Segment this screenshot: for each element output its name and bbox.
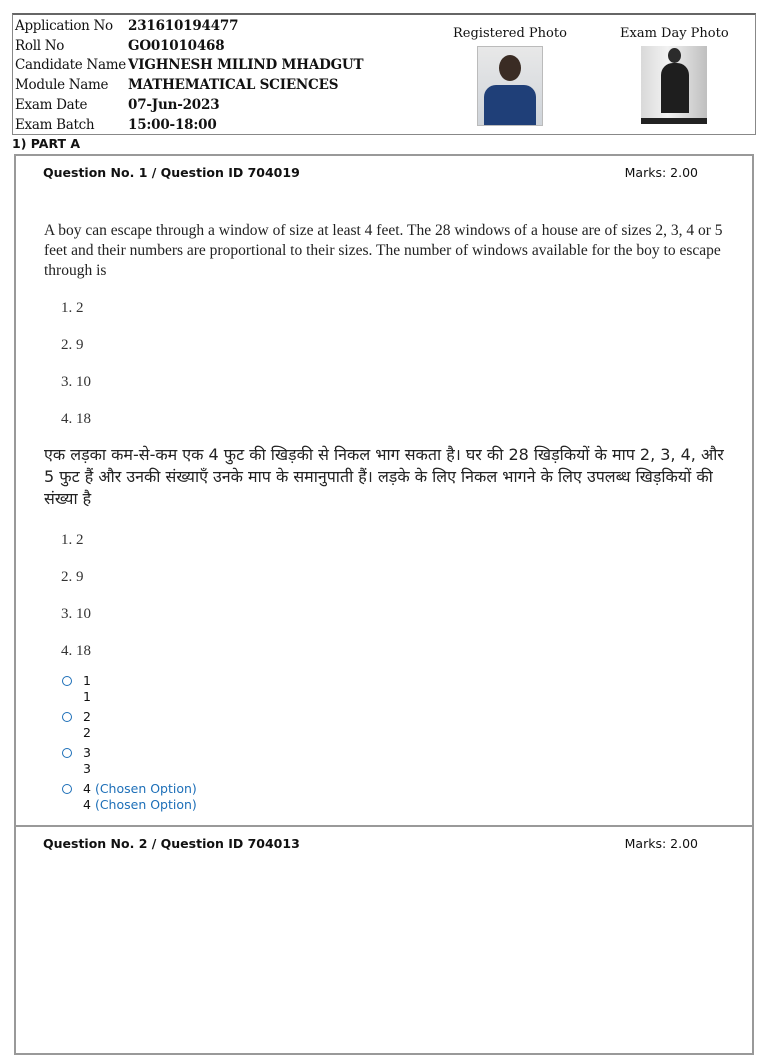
radio-icon[interactable] bbox=[62, 676, 72, 686]
question-text-english: A boy can escape through a window of size at least 4 feet. The 28 windows of a house are of sizes 2, 3, 4 or 5 feet and their numbers are proportional to their sizes. The number of windows available for the boy to escape through is bbox=[44, 222, 723, 279]
chosen-option-tag: (Chosen Option) bbox=[94, 781, 197, 796]
info-value: 15:00-18:00 bbox=[128, 116, 217, 133]
exam-day-photo bbox=[641, 46, 707, 124]
info-row-roll-no bbox=[15, 37, 363, 57]
question-marks: Marks: 2.00 bbox=[624, 836, 698, 851]
question-title: Question No. 2 / Question ID 704013 bbox=[43, 836, 300, 851]
info-label: Roll No bbox=[15, 37, 65, 54]
exam-day-photo-block bbox=[620, 26, 729, 124]
choice-number: 2 bbox=[83, 709, 91, 724]
info-value: MATHEMATICAL SCIENCES bbox=[128, 77, 339, 94]
english-option: 2. 9 bbox=[61, 337, 84, 353]
question-card bbox=[14, 154, 754, 827]
radio-icon[interactable] bbox=[62, 748, 72, 758]
registered-photo-block bbox=[453, 26, 567, 126]
candidate-info-table bbox=[15, 17, 363, 135]
question-marks: Marks: 2.00 bbox=[624, 165, 698, 180]
hindi-option: 4. 18 bbox=[61, 643, 91, 659]
radio-icon[interactable] bbox=[62, 784, 72, 794]
choice-number: 1 bbox=[83, 673, 91, 688]
info-value: VIGHNESH MILIND MHADGUT bbox=[128, 57, 364, 74]
registered-photo-label: Registered Photo bbox=[453, 26, 567, 41]
question-card bbox=[14, 825, 754, 1055]
hindi-option: 2. 9 bbox=[61, 569, 84, 585]
info-row-exam-batch bbox=[15, 116, 363, 136]
radio-icon[interactable] bbox=[62, 712, 72, 722]
info-label: Module Name bbox=[15, 77, 109, 94]
english-option: 4. 18 bbox=[61, 411, 91, 427]
english-option: 1. 2 bbox=[61, 300, 84, 316]
info-label: Application No bbox=[15, 18, 113, 34]
info-value: 231610194477 bbox=[128, 18, 239, 34]
info-label: Exam Date bbox=[15, 96, 88, 113]
section-label: 1) PART A bbox=[12, 136, 81, 151]
choice-label: 2 bbox=[83, 725, 91, 740]
choice-number: 4 bbox=[83, 781, 91, 796]
choice-number: 3 bbox=[83, 745, 91, 760]
question-text-hindi: एक लड़का कम-से-कम एक 4 फुट की खिड़की से निकल भाग सकता है। घर की 28 खिड़कियों के माप 2, 3, 4, और 5 फुट हैं और उनकी संख्याएँ उनके माप के समानुपाती हैं। लड़के के लिए निकल भागने के लिए उपलब्ध खिड़कियों की संख्या है bbox=[44, 445, 724, 508]
exam-day-photo-label: Exam Day Photo bbox=[620, 26, 729, 41]
question-header bbox=[43, 836, 698, 851]
chosen-option-tag: (Chosen Option) bbox=[94, 797, 197, 812]
choice-label: 4 bbox=[83, 797, 91, 812]
choice-label: 3 bbox=[83, 761, 91, 776]
info-label: Candidate Name bbox=[15, 57, 126, 74]
info-label: Exam Batch bbox=[15, 116, 95, 133]
info-row-module-name bbox=[15, 76, 363, 96]
info-row-exam-date bbox=[15, 96, 363, 116]
hindi-option: 3. 10 bbox=[61, 606, 91, 622]
question-title: Question No. 1 / Question ID 704019 bbox=[43, 165, 300, 180]
english-option: 3. 10 bbox=[61, 374, 91, 390]
registered-photo bbox=[477, 46, 543, 126]
question-header bbox=[43, 165, 698, 180]
info-value: GO01010468 bbox=[128, 37, 225, 54]
info-row-candidate-name bbox=[15, 56, 363, 76]
info-value: 07-Jun-2023 bbox=[128, 96, 220, 113]
choice-label: 1 bbox=[83, 689, 91, 704]
info-row-application-no bbox=[15, 17, 363, 37]
hindi-option: 1. 2 bbox=[61, 532, 84, 548]
candidate-info-panel bbox=[12, 13, 756, 135]
